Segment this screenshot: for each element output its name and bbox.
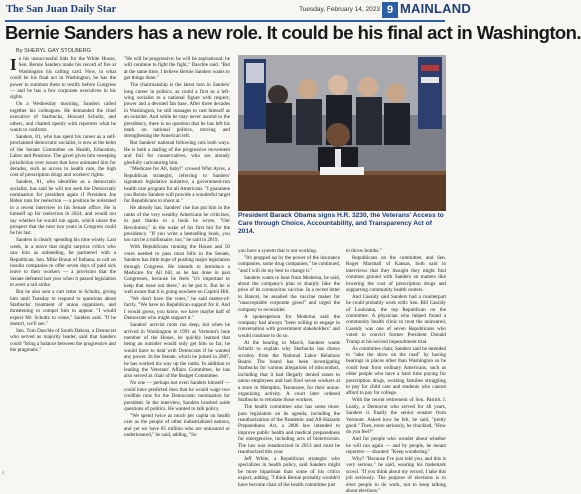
article-paragraph: Why? "Because I've just told you, and this is very serious," he said, wearing his trademark scowl. "If you think about my record, I take this job seriously. The purpose of elections is to elect people to do work, not to keep talking about elections." bbox=[346, 456, 446, 494]
article-column-2 bbox=[124, 56, 230, 474]
page-number: 9 bbox=[382, 2, 398, 18]
article-column-4 bbox=[346, 248, 446, 494]
byline: By SHERYL GAY STOLBERG bbox=[16, 48, 91, 54]
news-photo bbox=[238, 55, 446, 211]
article-paragraph: Sanders wants to hear from Moderna, he said, about the company's plan to sharply hike the price of its coronavirus vaccine. In a recent letter to Bancel, he assailed the vaccine maker for "unacceptable corporate greed" and urged the company to reconsider. bbox=[238, 274, 340, 313]
article-column-3 bbox=[238, 248, 340, 488]
article-paragraph: With the recent retirement of Sen. Patrick J. Leahy, a Democrat who served for 48 years, Sanders is finally the senior senator from Vermont. Asked how he felt, he said, "pretty good." Then, more seriously, he chuckled, "How do you feel?" bbox=[346, 397, 446, 436]
article-paragraph: Sanders, 81, who has spent his career as a self-proclaimed democratic socialist, is now at the helm of the Senate Committee on Health, Education, Labor and Pensions. The gavel gives him sweeping jurisdiction over issues that have animated him for decades, such as access to health care, the high cost of prescription drugs and workers' rights. bbox=[10, 133, 116, 179]
article-paragraph: Sen. Tom Daschle of South Dakota, a Democrat who served as majority leader, said that Sanders could "bring a balance between the progressive and the pragmatic." bbox=[10, 328, 116, 354]
article-paragraph bbox=[10, 56, 116, 101]
article-paragraph: to throw bombs." bbox=[346, 248, 382, 254]
article-paragraph: And Cassidy said Sanders had a counterpart he could probably work with: Sen. Bill Cassidy of Louisiana, the top Republican on the committee. A physician who helped found a community health clinic to treat the uninsured, Cassidy was one of seven Republicans who voted to convict former President Donald Trump at his second impeachment trial. bbox=[346, 293, 446, 345]
photo-caption: President Barack Obama signs H.R. 3230, the Veterans' Access to Care through Choice, Accountability, and Transparency Act of 2014. bbox=[238, 212, 444, 236]
article-column-1 bbox=[10, 56, 116, 474]
headline: Bernie Sanders has a new role. It could be his final act in Washington. bbox=[5, 22, 581, 43]
photo-illustration bbox=[238, 55, 446, 211]
article-paragraph: The health committee also has some must-pass legislation on its agenda, including the reauthorization of the Pandemic and All-Hazards Preparedness Act, a 2006 law intended to improve public health and medical preparedness for emergencies, including acts of bioterrorism. The law was reauthorized in 2013 and must be reauthorized this year. bbox=[238, 404, 340, 456]
article-paragraph: But he also sent a curt letter to Schultz, giving him until Tuesday to respond to questions about Starbucks' treatment of union organizers, and threatening to compel him to appear. "I would expect Mr. Schultz to come," Sanders said. "If he doesn't, we'll see." bbox=[10, 289, 116, 328]
article-paragraph: Jeff White, a Republican strategist who specializes in health policy, said Sanders might be more bipartisan than some of his critics expect, adding, "I think Bernie probably wouldn't have become chair of the health committee just bbox=[238, 456, 340, 488]
footer-mark: 2 bbox=[2, 470, 5, 475]
article-paragraph: Sanders, 81, who identifies as a democratic socialist, has said he will not seek the Democratic nomination for president again if President Joe Biden runs for reelection — a position he reiterated in a recent interview in his Senate office. He is himself up for reelection in 2024, and would not say whether he would run again, which raises the prospect that the next two years in Congress could be his last. bbox=[10, 179, 116, 237]
article-paragraph: And for people who wonder about whether he will run again — and by people, he meant reporters — shouted: "Keep wondering." bbox=[346, 436, 446, 456]
article-paragraph: "We don't have the votes," he said matter-of-factly. "We have no Republican support for it. And I would guess, you know, we have maybe half of Democrats who might support it." bbox=[124, 296, 230, 322]
article-paragraph: Sanders is clearly spending his time wisely. Last week, in a move that might surprise critics who saw him as unbending, he partnered with a Republican, Sen. Mike Braun of Indiana, to call on insulin companies to offer seven days of paid sick leave to their workers — a provision that the Senate defeated last year when it passed legislation to avert a rail strike. bbox=[10, 237, 116, 289]
article-paragraph: The chairmanship is the latest turn in Sanders' long career in politics, as could a first as a left-wing socialist to a national figure with respect, power and a devoted fan base. After three decades in Washington, he still manages to cast himself as an outsider. And while he may never ascend to the presidency, there is no question that he has left his mark on national politics, moving and strengthening the American left. bbox=[124, 82, 230, 140]
article-paragraph: But Sanders' national following cuts both ways. He is both a darling of the progressive movement and foil for conservatives, who are already gleefully caricaturing him. bbox=[124, 140, 230, 166]
article-paragraph: He already has. Sanders' rise has put him in the ranks of the very wealthy Americans he criticizes, in part thanks to a book he wrote, "Our Revolution," in the wake of his first bid for the presidency. "If you write a bestselling book, you too can be a millionaire, too," he said in 2019. bbox=[124, 205, 230, 244]
article-paragraph: On a Wednesday morning, Sanders called together his colleagues. He demanded the chief executive of Starbucks, Howard Schultz, and others, and chatted openly with reporters what he wants to confront. bbox=[10, 101, 116, 133]
issue-date: Tuesday, February 14, 2023 bbox=[299, 6, 380, 13]
article-paragraph: you have a system that is not working. bbox=[238, 248, 318, 254]
article-paragraph: At the hearing in March, Sanders wants Schultz to explain why Starbucks has drawn scrutiny from the National Labor Relations Board. The board has been investigating Starbucks for various allegations of misconduct, including that it had illegally denied raises to union employees and had fired seven workers at a store in Memphis, Tennessee, for their union-organizing activity. A court later ordered Starbucks to reinstate those workers. bbox=[238, 339, 340, 404]
article-paragraph: No one — perhaps not even Sanders himself — could have predicted then that he would wage two credible runs for the Democratic nomination for president. In the interview, Sanders brushed aside questions of politics. He wanted to talk policy. bbox=[124, 380, 230, 412]
section-name: MAINLAND bbox=[400, 1, 471, 16]
article-paragraph: "It's propped up by the power of the insurance companies, some drug companies," he continued, "and I will do my best to change it." bbox=[238, 254, 340, 274]
article-paragraph: With Republicans running the House and 50 votes needed to pass most bills in the Senate, Sanders has little hope of pushing major legislation through Congress. He intends to introduce a Medicare for All bill, as he has done in past Congresses, because he feels "it's important to keep that issue out there," as he put it. But he is well aware that it is going nowhere on Capitol Hill. bbox=[124, 244, 230, 296]
article-paragraph: "Medicare for All, baby!" crowed Whit Ayres, a Republican strategist, referring to Sanders' signature legislative initiative, a government-run health care program for all Americans. "I guarantee you Bernie Sanders will provide a wonderful target for Republicans to shoot at." bbox=[124, 166, 230, 205]
article-paragraph: "We spend twice as much per capita on health care as the people of other industrialized nations, and yet we have 85 million who are uninsured or underinsured," he said, adding, "So bbox=[124, 412, 230, 439]
article-paragraph: A spokesperson for Moderna said the company had always "been willing to engage in conversation with government stakeholders" and would continue to do so. bbox=[238, 313, 340, 339]
paper-name: The San Juan Daily Star bbox=[6, 4, 117, 15]
drop-cap: I bbox=[10, 55, 17, 74]
article-paragraph: As committee chair, Sanders said he intended to "take the show on the road" by having hearings in places other than Washington so he could hear from ordinary Americans, such as older people who have a hard time paying for prescription drugs, working families struggling to pay for child care and students who cannot afford to pay for college. bbox=[346, 345, 446, 397]
masthead bbox=[0, 0, 471, 20]
article-paragraph: Sanders' activist roots run deep, but when he arrived in Washington in 1991 as Vermont's lone member of the House, he quickly learned that being an outsider would only get him so far; he would have to deal with Democrats if he wanted any power. In the Senate, which he joined in 2007, he has worked his way up the ranks. In addition to leading the Veterans' Affairs Committee, he has also served as chair of the Budget Committee. bbox=[124, 322, 230, 380]
paragraph-text: n his unsuccessful bids for the White House, Sen. Bernie Sanders made his record of fire at Washington his calling card. Now, in what could be his final act in Washington, he has the power to summon them to testify before Congress — and he has a few corporate executives in his sights. bbox=[10, 56, 116, 101]
article-paragraph: "He will be progressive; he will be aspirational; he will continue to fight the fight," Daschle said. "But at the same time, I believe Bernie Sanders wants to get things done." bbox=[124, 56, 230, 82]
article-paragraph: Republicans on the committee, and Sen. Roger Marshall of Kansas, both said in interviews that they thought they might find common ground with Sanders on matters like lowering the cost of prescription drugs and supporting community health centers. bbox=[346, 254, 446, 293]
